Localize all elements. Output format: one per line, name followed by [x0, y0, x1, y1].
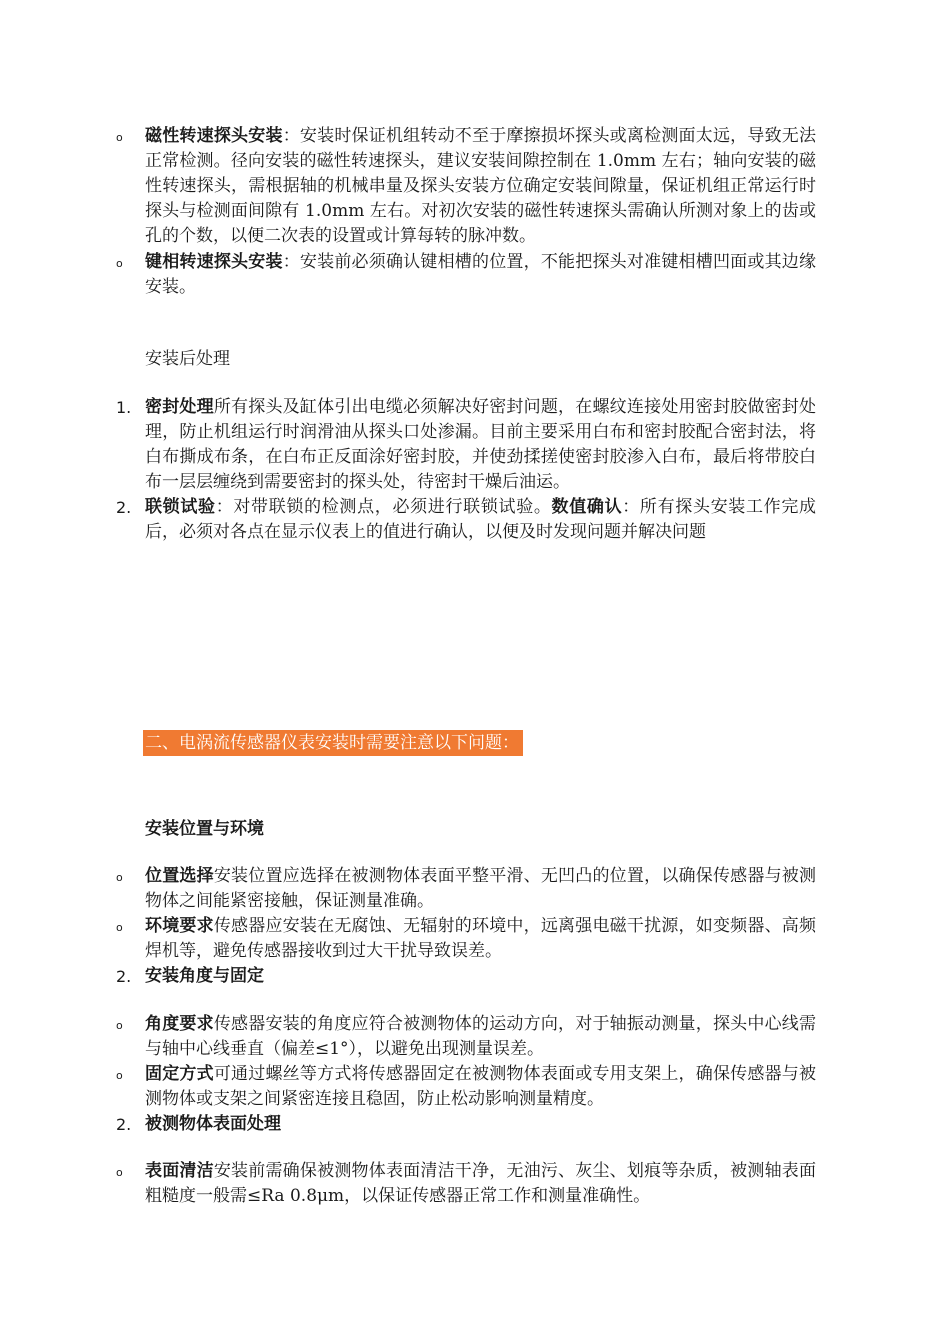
item-lead: 密封处理 [145, 397, 214, 417]
surface-list [116, 1159, 816, 1209]
item-lead-2: 数值确认 [551, 497, 623, 517]
bullet-marker: o [116, 921, 123, 934]
bullet-marker: o [116, 257, 123, 270]
surface-heading: 被测物体表面处理 [145, 1114, 281, 1134]
number-marker: 2. [116, 498, 132, 517]
bullet-marker: o [116, 871, 123, 884]
bullet-marker: o [116, 1019, 123, 1032]
angle-fix-list [116, 1012, 816, 1137]
list-item [116, 395, 816, 495]
list-item [116, 495, 816, 545]
number-marker: 1. [116, 398, 132, 417]
post-install-heading: 安装后处理 [145, 349, 230, 369]
list-item [116, 914, 816, 964]
item-lead: 键相转速探头安装 [145, 252, 283, 272]
item-lead: 环境要求 [145, 916, 214, 936]
bullet-marker: o [116, 131, 123, 144]
item-text: ：对带联锁的检测点，必须进行联锁试验。 [215, 497, 552, 517]
item-lead: 磁性转速探头安装 [145, 126, 283, 146]
item-lead: 固定方式 [145, 1064, 214, 1084]
list-item [116, 1062, 816, 1112]
item-text: ：安装时保证机组转动不至于摩擦损坏探头或离检测面太远，导致无法正常检测。径向安装的磁性转速探头，建议安装间隙控制在 1.0mm 左右；轴向安装的磁性转速探头，需根据轴的机械串量及探头安装方位确定安装间隙量，保证机组正常运行时探头与检测面间隙有 1.0mm 左右。对初次安装的磁性转速探头需确认所测对象上的齿或孔的个数，以便二次表的设置或计算每转的脉冲数。 [145, 126, 817, 246]
item-text: 所有探头及缸体引出电缆必须解决好密封问题，在螺纹连接处用密封胶做密封处理，防止机组运行时润滑油从探头口处渗漏。目前主要采用白布和密封胶配合密封法，将白布撕成布条，在白布正反面涂好密封胶，并使劲揉搓使密封胶渗入白布，最后将带胶白布一层层缠绕到需要密封的探头处，待密封干燥后油运。 [145, 397, 817, 492]
item-lead: 联锁试验 [145, 497, 216, 517]
numbered-heading [116, 964, 816, 989]
number-marker: 2. [116, 967, 132, 986]
list-item [116, 1012, 816, 1062]
item-text: 可通过螺丝等方式将传感器固定在被测物体表面或专用支架上，确保传感器与被测物体或支架之间紧密连接且稳固，防止松动影响测量精度。 [145, 1064, 817, 1109]
probe-install-list [116, 124, 816, 300]
list-item [116, 1159, 816, 1209]
item-lead: 表面清洁 [145, 1161, 214, 1181]
item-lead: 角度要求 [145, 1014, 214, 1034]
item-text: 传感器安装的角度应符合被测物体的运动方向，对于轴振动测量，探头中心线需与轴中心线垂直（偏差≤1°），以避免出现测量误差。 [145, 1014, 817, 1059]
item-text: ：安装前必须确认键相槽的位置，不能把探头对准键相槽凹面或其边缘安装。 [145, 252, 817, 297]
item-text-2: ：所有探头安装工作完成后，必须对各点在显示仪表上的值进行确认，以便及时发现问题并解决问题 [145, 497, 817, 542]
list-item [116, 864, 816, 914]
position-env-heading: 安装位置与环境 [145, 819, 264, 839]
post-install-list [116, 395, 816, 545]
number-marker: 2. [116, 1115, 132, 1134]
angle-fix-heading: 安装角度与固定 [145, 966, 264, 986]
position-env-list [116, 864, 816, 989]
bullet-marker: o [116, 1166, 123, 1179]
numbered-heading [116, 1112, 816, 1137]
item-lead: 位置选择 [145, 866, 214, 886]
list-item [116, 124, 816, 249]
list-item [116, 250, 816, 300]
section-title-highlight: 二、电涡流传感器仪表安装时需要注意以下问题： [143, 730, 523, 756]
item-text: 安装前需确保被测物体表面清洁干净，无油污、灰尘、划痕等杂质，被测轴表面粗糙度一般需≤Ra 0.8μm，以保证传感器正常工作和测量准确性。 [145, 1161, 817, 1206]
item-text: 传感器应安装在无腐蚀、无辐射的环境中，远离强电磁干扰源，如变频器、高频焊机等，避免传感器接收到过大干扰导致误差。 [145, 916, 817, 961]
item-text: 安装位置应选择在被测物体表面平整平滑、无凹凸的位置，以确保传感器与被测物体之间能紧密接触，保证测量准确。 [145, 866, 817, 911]
bullet-marker: o [116, 1069, 123, 1082]
